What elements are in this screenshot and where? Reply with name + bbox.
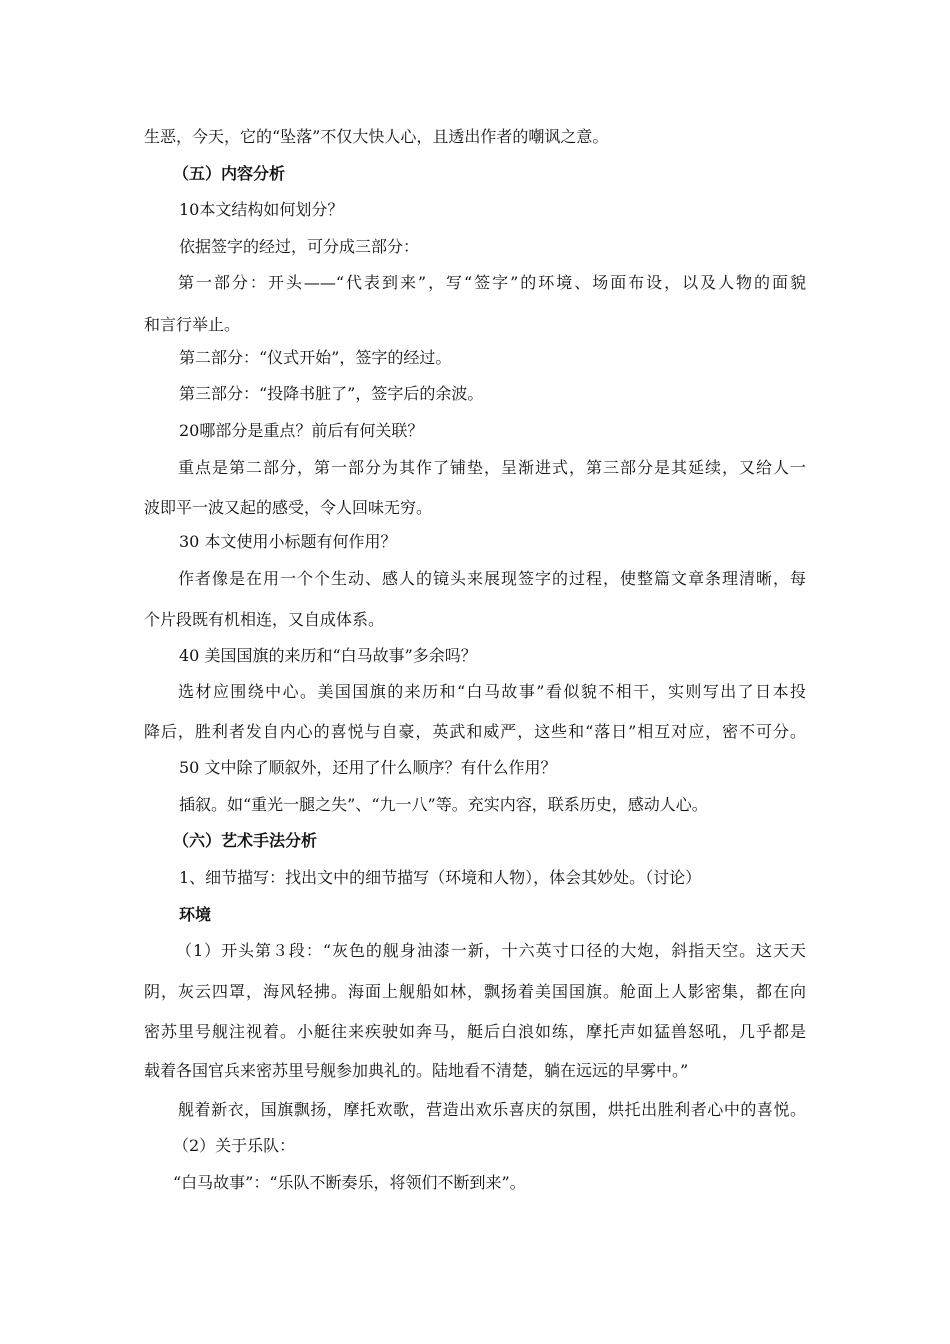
paragraph-line: 第三部分：“投降书脏了”，签字后的余波。 <box>179 384 484 403</box>
question-line: 40 美国国旗的来历和“白马故事”多余吗？ <box>179 646 477 665</box>
question-line: 30 本文使用小标题有何作用？ <box>179 532 397 551</box>
paragraph-line: 作者像是在用一个个生动、感人的镜头来展现签字的过程，使整篇文章条理清晰，每 <box>178 569 806 588</box>
question-line: 20哪部分是重点？前后有何关联？ <box>179 421 424 440</box>
paragraph-line: 波即平一波又起的感受，令人回味无穷。 <box>144 498 433 517</box>
paragraph-line: 第一部分：开头——“代表到来”，写“签字”的环境、场面布设，以及人物的面貌 <box>178 273 806 292</box>
quote-line: 阴，灰云四罩，海风轻拂。海面上舰船如林，飘扬着美国国旗。舱面上人影密集，都在向 <box>144 982 806 1001</box>
paragraph-line: 选材应围绕中心。美国国旗的来历和“白马故事”看似貌不相干，实则写出了日本投 <box>178 682 806 701</box>
paragraph-line: 和言行举止。 <box>144 315 241 334</box>
paragraph-line: （2）关于乐队： <box>173 1136 296 1155</box>
question-line: 50 文中除了顺叙外，还用了什么顺序？有什么作用？ <box>179 758 557 777</box>
subheading: 环境 <box>179 905 212 924</box>
quote-line: 载着各国官兵来密苏里号舰参加典礼的。陆地看不清楚，躺在远远的早雾中。” <box>144 1061 689 1080</box>
paragraph-line: 依据签字的经过，可分成三部分： <box>179 237 420 256</box>
paragraph-line: 第二部分：“仪式开始”，签字的经过。 <box>179 348 452 367</box>
paragraph-line: 个片段既有机相连，又自成体系。 <box>144 610 385 629</box>
question-line: 10本文结构如何划分？ <box>179 200 344 219</box>
quote-line: （1）开头第３段：“灰色的舰身油漆一新，十六英寸口径的大炮，斜指天空。这天天 <box>176 941 806 960</box>
quote-line: 密苏里号舰注视着。小艇往来疾驶如奔马，艇后白浪如练，摩托声如猛兽怒吼，几乎都是 <box>144 1022 806 1041</box>
paragraph-line: 1、细节描写：找出文中的细节描写（环境和人物），体会其妙处。（讨论） <box>179 868 702 887</box>
paragraph-line: 重点是第二部分，第一部分为其作了铺垫，呈渐进式，第三部分是其延续，又给人一 <box>178 458 806 477</box>
section-heading: （五）内容分析 <box>173 164 286 183</box>
paragraph-line: 降后，胜利者发自内心的喜悦与自豪，英武和威严，这些和“落日”相互对应，密不可分。 <box>144 722 806 741</box>
paragraph-line: 插叙。如“重光一腿之失”、“九一八”等。充实内容，联系历史，感动人心。 <box>179 795 708 814</box>
paragraph-line: 舰着新衣，国旗飘扬，摩托欢歌，营造出欢乐喜庆的氛围，烘托出胜利者心中的喜悦。 <box>178 1100 806 1119</box>
section-heading: （六）艺术手法分析 <box>173 831 318 850</box>
paragraph-line: 生恶，今天，它的“坠落”不仅大快人心，且透出作者的嘲讽之意。 <box>144 127 609 146</box>
paragraph-line: “白马故事”：“乐队不断奏乐，将领们不断到来”。 <box>173 1173 526 1192</box>
